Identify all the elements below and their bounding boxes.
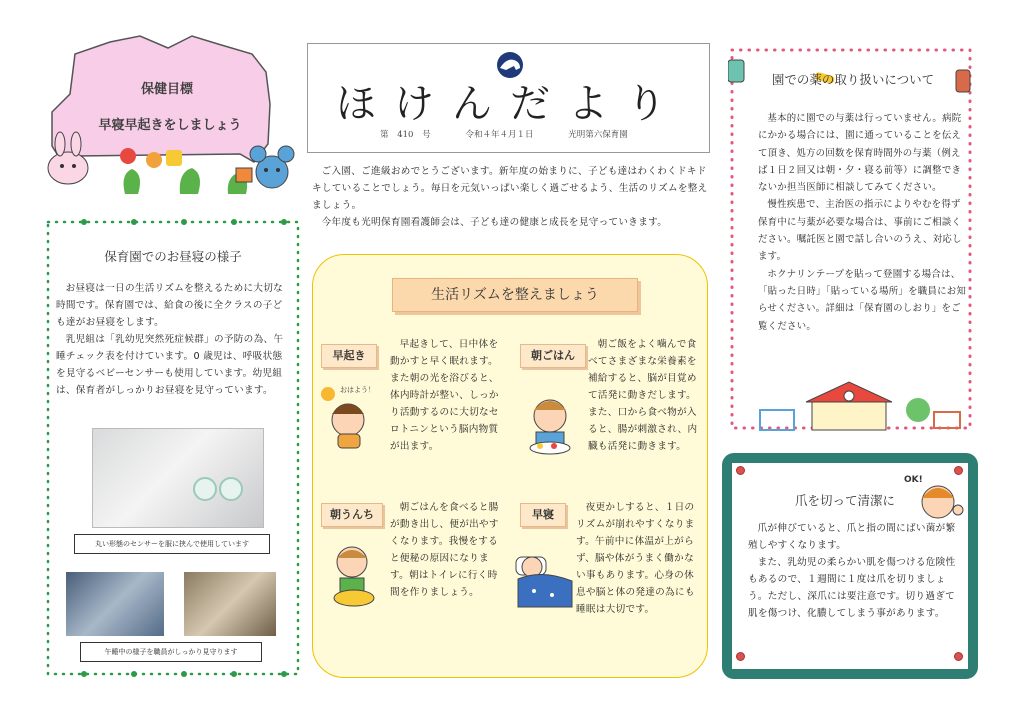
early-rise-text <box>390 336 506 455</box>
publisher-name: 光明第六保育園 <box>568 130 628 140</box>
sensor-photo-caption: 丸い形態のセンサーを服に挟んで使用しています <box>74 534 270 554</box>
early-sleep-label: 早寝 <box>520 503 566 527</box>
morning-poop-paragraph: 朝ごはんを食べると腸が動き出し、便が出やすくなります。我慢をすると便秘の原因になります。朝はトイレに行く時間を作りましょう。 <box>390 502 499 598</box>
sensor-photo <box>92 428 264 528</box>
nap-photo-infant <box>66 572 164 636</box>
mouse-icon <box>250 146 294 188</box>
gift-icon <box>236 168 252 182</box>
toilet-child-icon <box>322 540 386 610</box>
nap-photo-caption: 午睡中の様子を職員がしっかり見守ります <box>80 642 262 662</box>
medicine-section-title: 園での薬の取り扱いについて <box>771 72 935 87</box>
issue-info <box>380 128 680 140</box>
medicine-paragraph: 慢性疾患で、主治医の指示によりやむを得ず保育中に与薬が必要な場合は、事前にご相談ください。嘱託医と園で話し合いのうえ、対応します。 <box>758 199 962 263</box>
nursery-building-icon <box>760 382 960 430</box>
issue-date: 令和４年４月１日 <box>465 130 534 140</box>
breakfast-text <box>588 336 700 455</box>
nail-paragraph: また、乳幼児の柔らかい肌を傷つける危険性もあるので、１週間に１度は爪を切りましょう。ただし、深爪には要注意です。切り過ぎて肌を傷つけ、化膿してしまう事があります。 <box>748 557 956 619</box>
ok-girl-icon <box>904 470 964 526</box>
nap-photo-sleeping <box>184 572 276 636</box>
early-sleep-text <box>576 499 702 618</box>
medicine-paragraph: 基本的に園での与薬は行っていません。病院にかかる場合には、園に通っていることを伝えて頂き、処方の回数を保育時間外の与薬（例えば１日２回又は朝・夕・寝る前等）に調整できないか担当医師に相談してみてください。 <box>758 113 962 194</box>
nap-body <box>56 280 288 399</box>
eating-child-icon <box>520 388 584 458</box>
nap-section-title: 保育園でのお昼寝の様子 <box>104 249 242 264</box>
morning-poop-label: 朝うんち <box>321 503 383 527</box>
medicine-body <box>758 110 968 335</box>
sleeping-child-icon <box>512 545 576 615</box>
early-rise-paragraph: 早起きして、日中体を動かすと早く眠れます。また朝の光を浴びると、体内時計が整い、しっかり活動するのに大切なセロトニンという脳内物質が出ます。 <box>390 339 499 452</box>
nail-body <box>748 520 958 622</box>
breakfast-paragraph: 朝ご飯をよく噛んで食べてさまざまな栄養素を補給すると、脳が目覚めて活発に動きだします。また、口から食べ物が入ると、腸が刺激され、内臓も活発に動きます。 <box>588 339 698 452</box>
intro-paragraph: 今年度も光明保育園看護師会は、子ども達の健康と成長を見守っていきます。 <box>321 217 668 228</box>
greeting-text: おはよう！ <box>340 386 375 394</box>
nail-paragraph: 爪が伸びていると、爪と指の間にばい菌が繁殖しやすくなります。 <box>748 523 956 551</box>
nap-paragraph: 乳児組は「乳幼児突然死症候群」の予防の為、午睡チェック表を付けています。0 歳児は、呼吸状態を見守るベビーセンサーも使用しています。幼児組は、保育者がしっかりお昼寝を見守っています。 <box>56 334 284 396</box>
morning-poop-text <box>390 499 506 601</box>
pin-icon <box>954 652 963 661</box>
ok-text: OK! <box>904 475 923 485</box>
waking-child-icon <box>318 380 382 450</box>
newsletter-title: ほけんだより <box>336 81 684 127</box>
goal-text: 早寝早起きをしましょう <box>98 118 242 133</box>
early-sleep-paragraph: 夜更かしすると、１日のリズムが崩れやすくなります。午前中に体温が上がらず、脳や体がうまく働かない事もあります。心身の休息や脳と体の発達の為にも睡眠は大切です。 <box>576 502 695 615</box>
intro-text <box>312 163 708 231</box>
goal-heading: 保健目標 <box>140 82 193 97</box>
breakfast-label: 朝ごはん <box>520 344 586 368</box>
nail-section-title: 爪を切って清潔に <box>794 493 895 508</box>
nap-paragraph: お昼寝は一日の生活リズムを整えるために大切な時間です。保育園では、給食の後に全クラスの子ども達がお昼寝をします。 <box>56 283 284 328</box>
pin-icon <box>736 652 745 661</box>
rhythm-section-title: 生活リズムを整えましょう <box>392 278 638 312</box>
medicine-paragraph: ホクナリンテープを貼って登園する場合は、「貼った日時」「貼っている場所」を職員にお知らせください。詳細は「保育園のしおり」をご覧ください。 <box>758 268 967 332</box>
intro-paragraph: ご入園、ご進級おめでとうございます。新年度の始まりに、子ども達はわくわくドキドキしていることでしょう。毎日を元気いっぱい楽しく過ごせるよう、生活のリズムを整えましょう。 <box>312 166 708 211</box>
pin-icon <box>736 466 745 475</box>
issue-number: 第 410 号 <box>380 130 431 140</box>
early-rise-label: 早起き <box>321 344 377 368</box>
